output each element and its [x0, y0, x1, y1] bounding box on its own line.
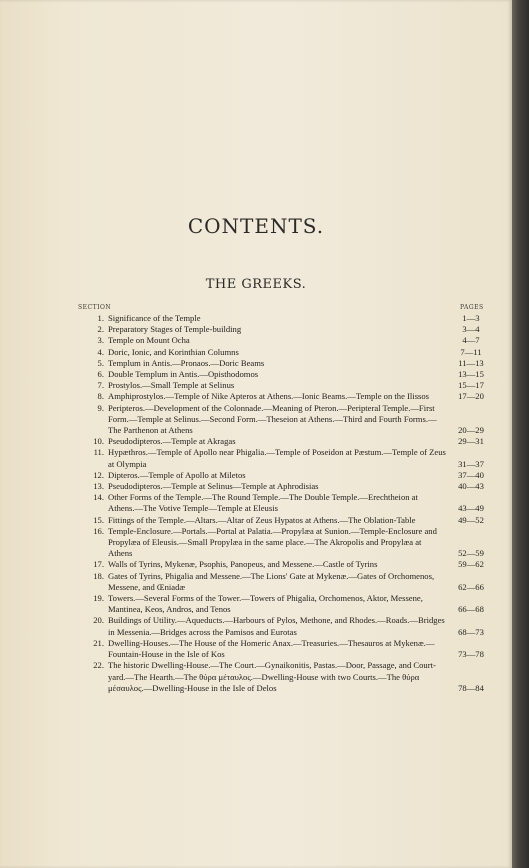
entry-title: Temple on Mount Ocha [108, 335, 190, 346]
entry-number: 11. [93, 447, 104, 458]
toc-entry [74, 470, 492, 481]
entry-title: Temple-Enclosure.—Portals.—Portal at Palatia.—Propylæa at Sunion.—Temple-Enclosure and Propylæa of Eleusis.—Small Propylæa in the same place.—The Akropolis and Propylæa at Athens [108, 525, 437, 559]
entry-title: Dipteros.—Temple of Apollo at Miletos [108, 469, 246, 480]
toc-entry [74, 447, 492, 469]
toc-entry [74, 615, 492, 637]
entry-number: 18. [93, 570, 104, 581]
toc-entry [74, 571, 492, 593]
entry-pages: 43—49 [458, 503, 484, 514]
entry-pages: 66—68 [458, 604, 484, 615]
toc-entry [74, 369, 492, 380]
entry-pages: 20—29 [458, 425, 484, 436]
entry-pages: 49—52 [458, 514, 484, 525]
entry-number: 2. [97, 324, 104, 335]
entry-title: Walls of Tyrins, Mykenæ, Psophis, Panopeus, and Messene.—Castle of Tyrins [108, 559, 378, 570]
entry-pages: 29—31 [458, 436, 484, 447]
entry-number: 20. [93, 615, 104, 626]
entry-number: 7. [97, 380, 104, 391]
toc-entry [74, 403, 492, 437]
entry-number: 12. [93, 469, 104, 480]
entry-number: 16. [93, 525, 104, 536]
entry-number: 3. [97, 335, 104, 346]
entry-pages: 11—13 [458, 357, 484, 368]
entry-title: Pseudodipteros.—Temple at Akragas [108, 436, 236, 447]
toc-entry [74, 313, 492, 324]
entry-pages: 1—3 [462, 313, 480, 323]
entry-pages: 7—11 [460, 346, 482, 357]
entry-title: Peripteros.—Development of the Colonnade.—Meaning of Pteron.—Peripteral Temple.—First Form.—Temple at Selinus.—Second Form.—Theseion at Athens.—Third and Fourth Forms.—The Parthenon at Athens [108, 402, 437, 436]
entry-pages: 62—66 [458, 581, 484, 592]
entry-pages: 40—43 [458, 481, 484, 492]
entry-number: 5. [97, 357, 104, 368]
entry-title: Dwelling-Houses.—The House of the Homeric Anax.—Treasuries.—Thesauros at Mykenæ.—Fountain-House in the Isle of Kos [108, 637, 435, 660]
entry-pages: 73—78 [458, 649, 484, 660]
toc-entry [74, 638, 492, 660]
table-of-contents [74, 313, 492, 694]
entry-title: The historic Dwelling-House.—The Court.—Gynaikonitis, Pastas.—Door, Passage, and Court-yard.—The Hearth.—The θύρα μέταυλος.—Dwelling-House with two Courts.—The θύρα μέσαυλος.—Dwelling-House in the Isle of Delos [108, 660, 436, 693]
entry-number: 22. [93, 660, 104, 671]
entry-title: Doric, Ionic, and Korinthian Columns [108, 346, 239, 357]
entry-number: 1. [97, 313, 104, 323]
page-edge [512, 0, 529, 868]
entry-pages: 68—73 [458, 626, 484, 637]
entry-title: Preparatory Stages of Temple-building [108, 324, 242, 335]
entry-title: Amphiprostylos.—Temple of Nike Apteros at Athens.—Ionic Beams.—Temple on the Ilissos [108, 391, 430, 402]
page-title: CONTENTS. [187, 214, 325, 238]
toc-entry [74, 481, 492, 492]
entry-title: Gates of Tyrins, Phigalia and Messene.—The Lions' Gate at Mykenæ.—Gates of Orchomenos, Messene, and Œniadæ [108, 570, 435, 592]
entry-pages: 78—84 [458, 682, 484, 693]
entry-title: Fittings of the Temple.—Altars.—Altar of Zeus Hypatos at Athens.—The Oblation-Table [108, 514, 416, 525]
entry-number: 9. [97, 402, 104, 413]
entry-title: Other Forms of the Temple.—The Round Temple.—The Double Temple.—Erechtheion at Athens.—The Votive Temple—Temple at Eleusis [108, 492, 418, 514]
entry-number: 8. [97, 391, 104, 402]
toc-entry [74, 436, 492, 447]
entry-number: 10. [93, 436, 104, 447]
toc-entry [74, 660, 492, 694]
entry-number: 13. [93, 481, 104, 492]
entry-pages: 3—4 [462, 324, 480, 335]
toc-entry [74, 593, 492, 615]
toc-entry [74, 324, 492, 335]
entry-title: Templum in Antis.—Pronaos.—Doric Beams [108, 357, 265, 368]
entry-number: 14. [93, 492, 104, 503]
entry-title: Pseudodipteros.—Temple at Selinus—Temple at Aphrodisias [108, 481, 319, 492]
entry-number: 17. [93, 559, 104, 570]
entry-title: Buildings of Utility.—Aqueducts.—Harbours of Pylos, Methone, and Rhodes.—Roads.—Bridges in Messenia.—Bridges across the Pamisos and Eurotas [108, 615, 445, 637]
entry-number: 6. [97, 369, 104, 380]
toc-entry [74, 559, 492, 570]
toc-entry [74, 347, 492, 358]
section-heading: THE GREEKS. [205, 277, 307, 292]
entry-number: 15. [93, 514, 104, 525]
entry-pages: 4—7 [462, 335, 480, 346]
toc-entry [74, 380, 492, 391]
toc-entry [74, 526, 492, 560]
entry-title: Hypæthros.—Temple of Apollo near Phigalia.—Temple of Poseidon at Pæstum.—Temple of Zeus at Olympia [108, 447, 446, 469]
section-column-label: SECTION [78, 304, 112, 311]
entry-title: Prostylos.—Small Temple at Selinus [108, 380, 235, 391]
entry-number: 21. [93, 637, 104, 648]
entry-pages: 15—17 [458, 380, 484, 391]
entry-pages: 13—15 [458, 369, 484, 380]
entry-pages: 52—59 [458, 548, 484, 559]
entry-number: 19. [93, 593, 104, 604]
entry-pages: 37—40 [458, 469, 484, 480]
entry-number: 4. [97, 346, 104, 357]
toc-entry [74, 335, 492, 346]
entry-pages: 17—20 [458, 391, 484, 402]
toc-entry [74, 492, 492, 514]
toc-entry [74, 358, 492, 369]
toc-entry [74, 515, 492, 526]
entry-pages: 31—37 [458, 458, 484, 469]
entry-title: Significance of the Temple [108, 313, 201, 323]
entry-title: Towers.—Several Forms of the Tower.—Towers of Phigalia, Orchomenos, Aktor, Messene, Mantinea, Keos, Andros, and Tenos [108, 593, 423, 615]
entry-pages: 59—62 [458, 559, 484, 570]
pages-column-label: PAGES [460, 304, 484, 311]
entry-title: Double Templum in Antis.—Opisthodomos [108, 369, 259, 380]
toc-entry [74, 391, 492, 402]
